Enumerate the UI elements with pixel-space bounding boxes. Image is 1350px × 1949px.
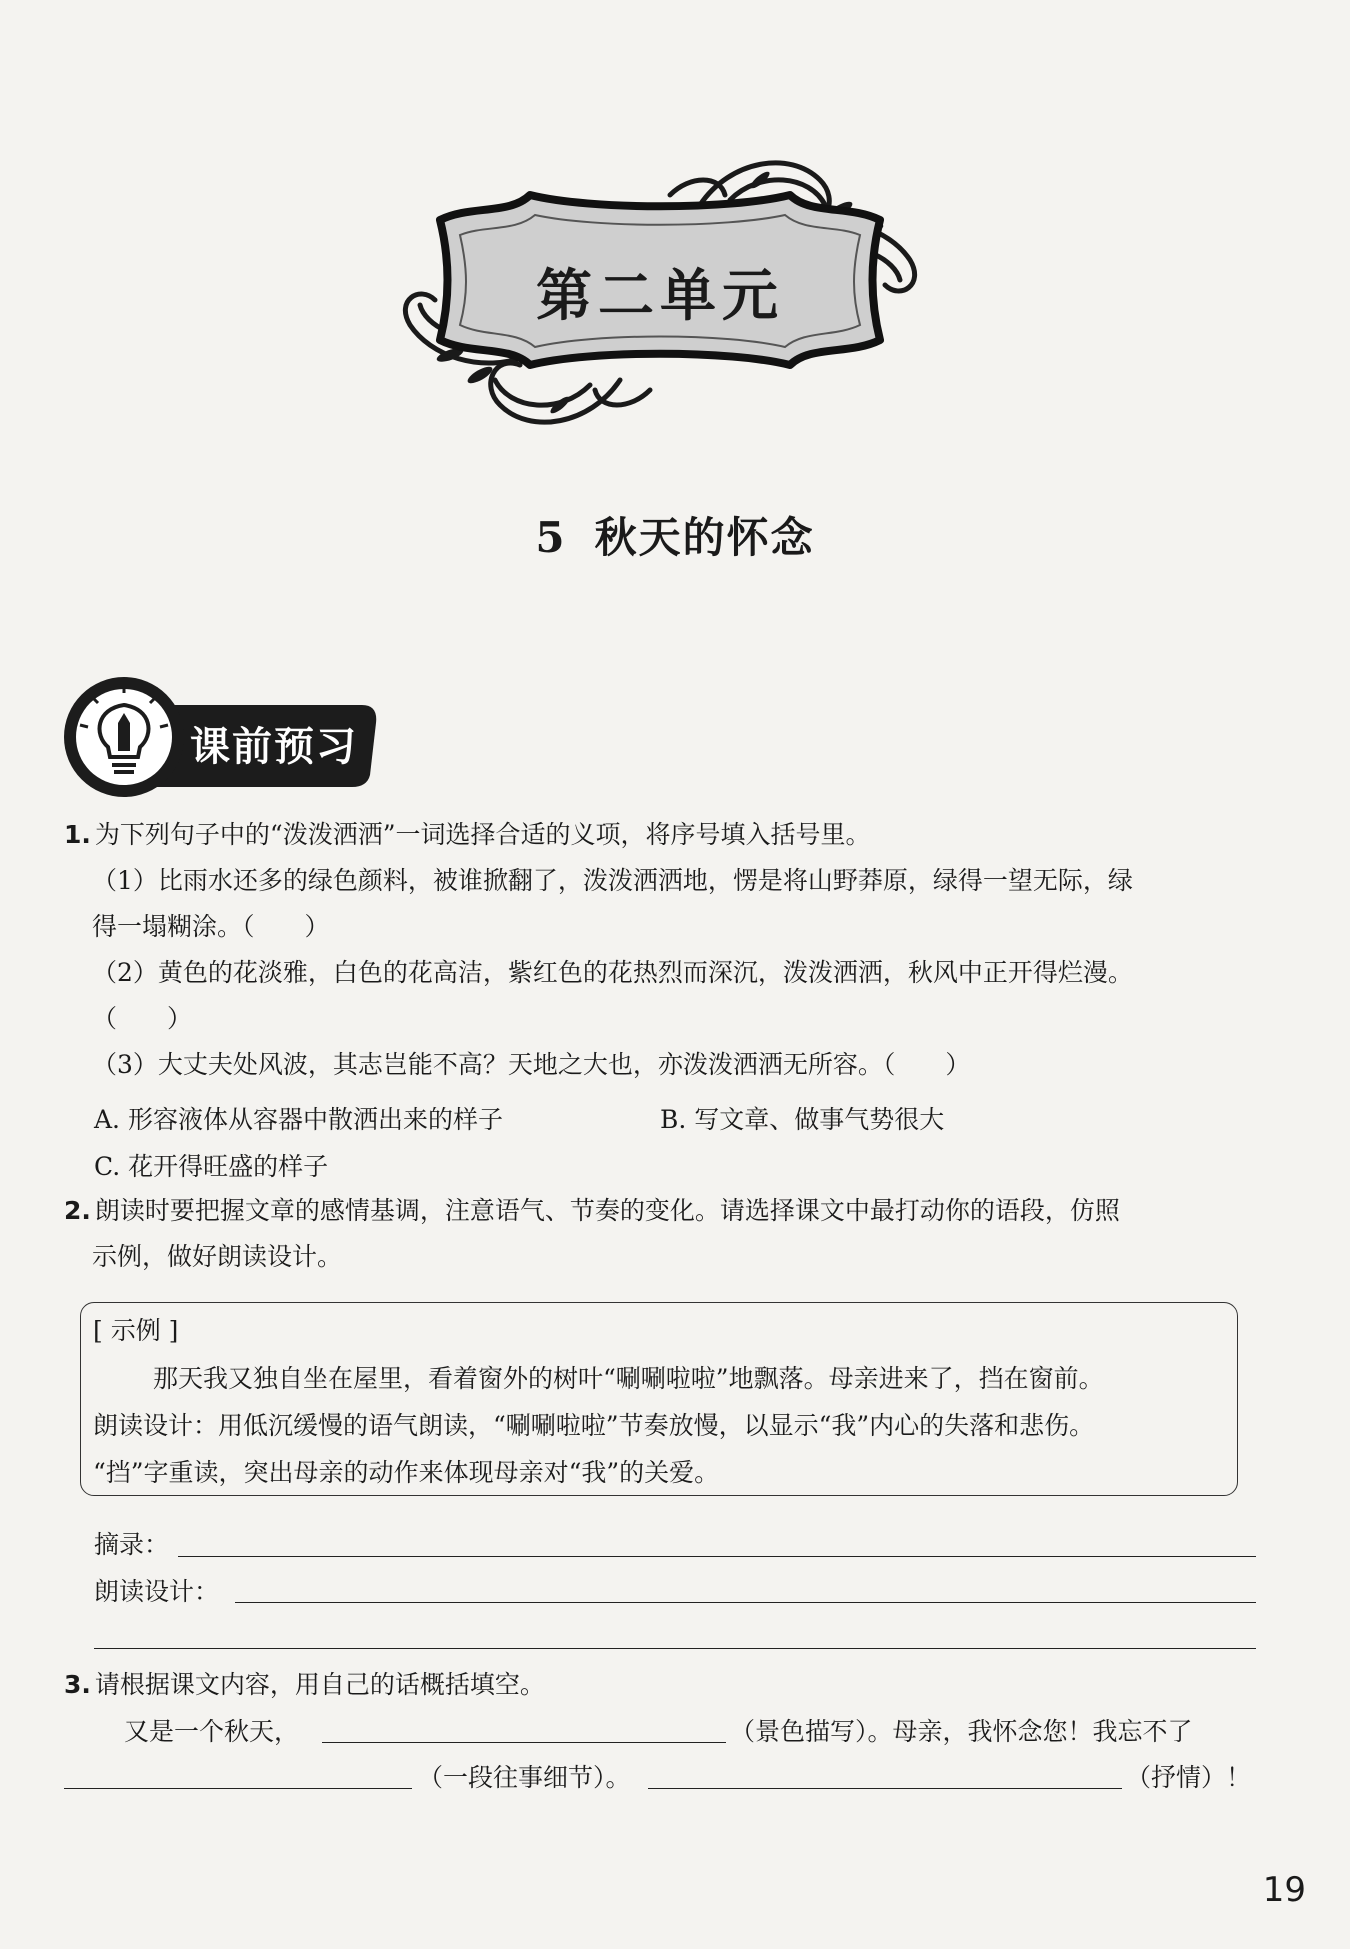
question-number: 3.: [64, 1670, 91, 1699]
reading-design-answer-line-2[interactable]: [94, 1648, 1256, 1649]
example-text-line-3: “挡”字重读，突出母亲的动作来体现母亲对“我”的关爱。: [93, 1458, 720, 1487]
page-number: 19: [1262, 1870, 1306, 1910]
question-2-prompt: [64, 1188, 1120, 1234]
q1-item-1-line-1: （1）比雨水还多的绿色颜料，被谁掀翻了，泼泼洒洒地，愣是将山野莽原，绿得一望无际，绿: [92, 866, 1133, 895]
question-text: 请根据课文内容，用自己的话概括填空。: [94, 1670, 545, 1699]
q2-prompt-line-2: 示例，做好朗读设计。: [92, 1242, 343, 1271]
question-1-prompt: [64, 812, 870, 858]
question-number: 1.: [64, 820, 91, 849]
q1-item-1-line-2[interactable]: 得一塌糊涂。（ ）: [92, 912, 330, 941]
q1-item-2-line-1: （2）黄色的花淡雅，白色的花高洁，紫红色的花热烈而深沉，泼泼洒洒，秋风中正开得烂漫。: [92, 958, 1133, 987]
q3-hint-scenery: （景色描写）。母亲，我怀念您！我忘不了: [730, 1717, 1193, 1746]
q3-hint-memory: （一段往事细节）。: [418, 1763, 631, 1792]
section-label: 课前预习: [190, 724, 358, 770]
q3-blank-scenery[interactable]: [322, 1742, 726, 1743]
q1-option-a: A. 形容液体从容器中散洒出来的样子: [94, 1105, 503, 1134]
unit-banner: [370, 150, 950, 440]
question-number: 2.: [64, 1196, 91, 1225]
q1-item-2-line-2[interactable]: （ ）: [92, 1004, 193, 1033]
example-box: [80, 1302, 1238, 1496]
lesson-name: 秋天的怀念: [594, 513, 815, 562]
lesson-number: 5: [535, 513, 567, 562]
example-tag: [ 示例 ]: [93, 1316, 179, 1345]
example-text-line-1: 那天我又独自坐在屋里，看着窗外的树叶“唰唰啦啦”地飘落。母亲进来了，挡在窗前。: [153, 1364, 1104, 1393]
q1-option-c: C. 花开得旺盛的样子: [94, 1152, 329, 1181]
example-text-line-2: 朗读设计：用低沉缓慢的语气朗读，“唰唰啦啦”节奏放慢，以显示“我”内心的失落和悲伤。: [93, 1411, 1095, 1440]
lesson-title: [0, 505, 1350, 565]
q1-option-b: B. 写文章、做事气势很大: [660, 1105, 945, 1134]
reading-design-label: 朗读设计：: [94, 1577, 220, 1606]
section-badge: [62, 675, 382, 805]
q3-line-start: 又是一个秋天，: [124, 1717, 300, 1746]
question-text: 朗读时要把握文章的感情基调，注意语气、节奏的变化。请选择课文中最打动你的语段，仿照: [94, 1196, 1120, 1225]
q3-blank-memory[interactable]: [64, 1788, 412, 1789]
excerpt-answer-line[interactable]: [178, 1556, 1256, 1557]
q3-blank-emotion[interactable]: [648, 1788, 1122, 1789]
unit-title: 第二单元: [536, 264, 784, 329]
reading-design-answer-line[interactable]: [235, 1602, 1256, 1603]
q1-item-3[interactable]: （3）大丈夫处风波，其志岂能不高？天地之大也，亦泼泼洒洒无所容。（ ）: [92, 1050, 971, 1079]
question-3-prompt: [64, 1662, 545, 1708]
question-text: 为下列句子中的“泼泼洒洒”一词选择合适的义项，将序号填入括号里。: [94, 820, 871, 849]
excerpt-label: 摘录：: [94, 1530, 170, 1559]
q3-hint-emotion: （抒情）！: [1126, 1763, 1252, 1792]
